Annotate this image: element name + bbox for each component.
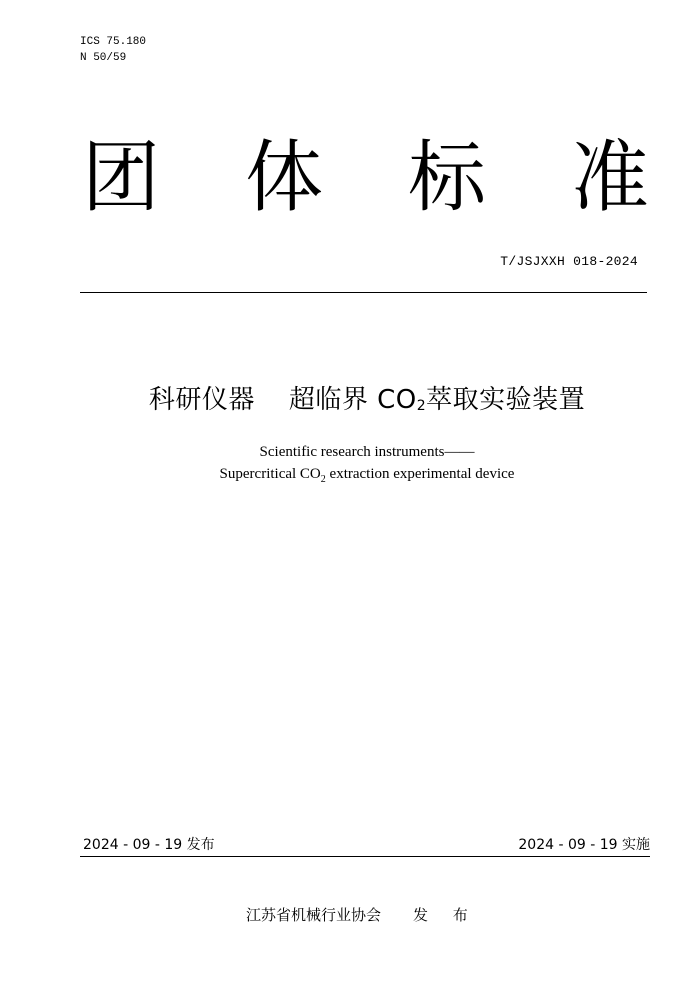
english-title-subscript: 2: [320, 474, 326, 485]
chinese-title-subscript: 2: [416, 398, 427, 414]
english-title-line1: Scientific research instruments——: [259, 444, 475, 460]
implementation-date: 2024 - 09 - 19 实施: [518, 837, 650, 853]
english-title: [0, 441, 700, 491]
chinese-title-part3: 萃取实验装置: [426, 385, 586, 415]
heading-char-4: 准: [571, 133, 650, 223]
chinese-title-part2: 超临界 CO: [288, 385, 417, 415]
heading-char-2: 体: [245, 133, 324, 223]
chinese-title-part1: 科研仪器: [148, 385, 255, 415]
heading-char-3: 标: [408, 133, 487, 223]
ccs-code: N 50/59: [80, 52, 127, 64]
publisher-line: [246, 904, 478, 925]
document-type-heading: [80, 130, 650, 230]
standard-number: T/JSJXXH 018-2024: [500, 254, 638, 269]
top-divider: [80, 292, 647, 293]
publisher-name: 江苏省机械行业协会: [246, 906, 382, 924]
heading-char-1: 团: [82, 133, 161, 223]
publish-date: 2024 - 09 - 19 发布: [83, 837, 215, 853]
chinese-title: [0, 383, 700, 423]
classification-codes: [80, 34, 146, 66]
ics-code: ICS 75.180: [80, 36, 147, 48]
bottom-divider: [80, 856, 650, 857]
english-title-line2: Supercritical $CO_2$ extraction experimental device: [219, 466, 515, 485]
publisher-action: 发 布: [413, 906, 478, 924]
